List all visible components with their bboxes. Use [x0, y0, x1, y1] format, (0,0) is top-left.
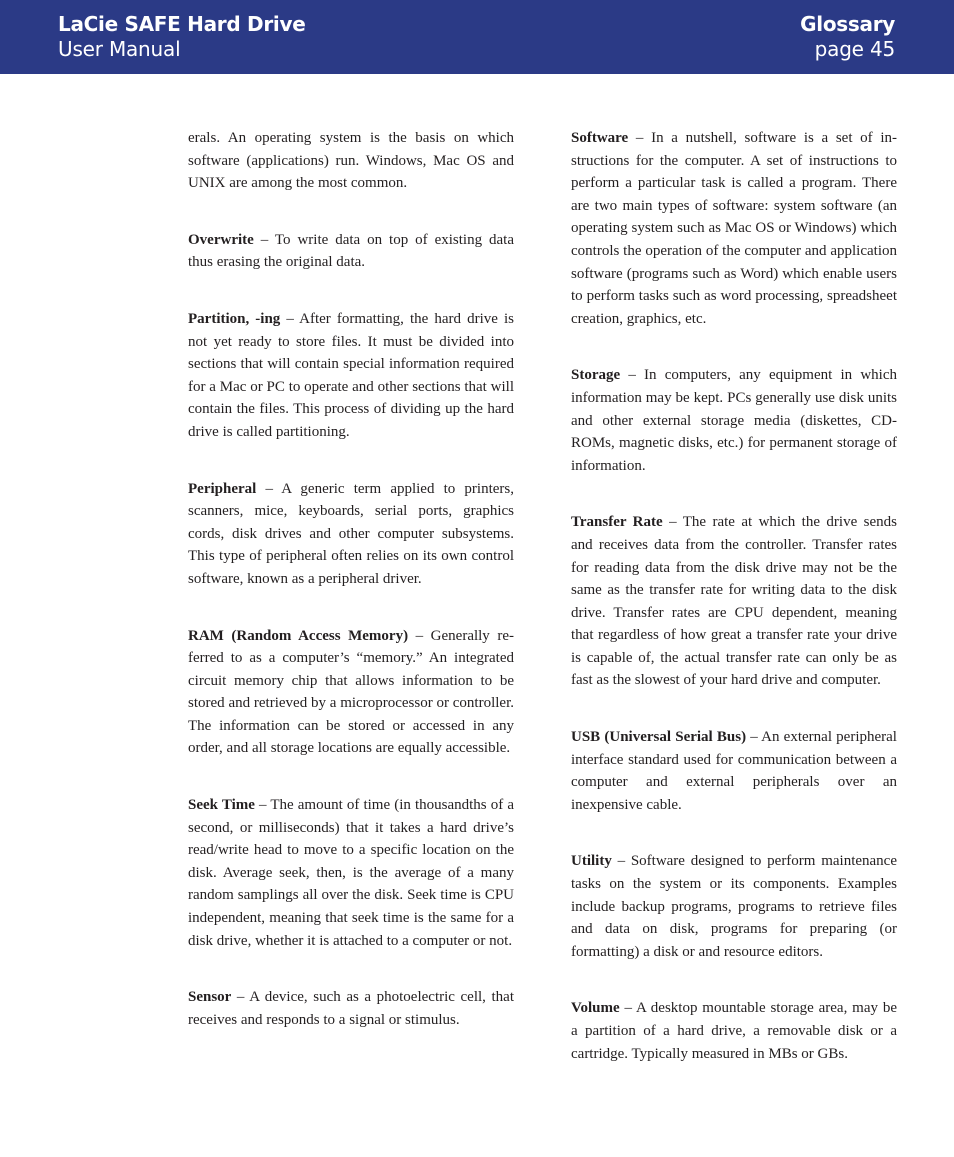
glossary-term: Partition, -ing — [188, 310, 281, 327]
glossary-definition: An external peripheral interface standard used for communication between a computer and external peripherals over an inexpensive cable. — [571, 729, 897, 813]
glossary-definition: The amount of time (in thousandths of a second, or milliseconds) that it takes a hard drive’s read/write head to move to a specific location on the disk. Average seek, then, is the average of a many random samplings all over the disk. Seek time is CPU independent, meaning that seek time is the same for a disk drive, whether it is attached to a computer or not. — [188, 797, 514, 949]
term-separator: – — [256, 480, 282, 497]
glossary-entry — [188, 794, 514, 952]
glossary-definition: To write data on top of existing data thus erasing the original data. — [188, 231, 515, 271]
header-right — [800, 12, 895, 62]
product-title: LaCie SAFE Hard Drive — [58, 12, 306, 36]
glossary-entry — [571, 997, 897, 1065]
glossary-entry — [188, 229, 514, 274]
glossary-definition: A device, such as a photoelectric cell, that receives and responds to a signal or stimulus. — [188, 989, 514, 1028]
term-separator: – — [611, 853, 631, 870]
glossary-entry — [571, 511, 897, 692]
glossary-term: Software — [571, 130, 629, 146]
section-title: Glossary — [800, 12, 895, 36]
glossary-definition: The rate at which the drive sends and receives data from the controller. Transfer rates for reading data from the disk drive may not be the same as the transfer rate for writing data to the disk drive. Transfer rates are CPU dependent, meaning that regardless of how great a transfer rate your drive is capable of, the actual transfer rate can only be as fast as the slowest of your hard drive and computer. — [571, 514, 897, 689]
glossary-entry — [571, 726, 897, 816]
glossary-term: Peripheral — [188, 480, 257, 497]
glossary-definition: A desktop mountable storage area, may be a partition of a hard drive, a removable disk or a cartridge. Typically measured in MBs or GBs. — [571, 1000, 897, 1062]
glossary-term: Transfer Rate — [571, 514, 663, 531]
term-separator: – — [280, 310, 300, 327]
glossary-definition: After formatting, the hard drive is not yet ready to store files. It must be divided into sections that will contain special information required for a Mac or PC to operate and other sections that will contain the files. This process of dividing up the hard drive is called partitioning. — [188, 310, 514, 440]
glossary-term: Volume — [571, 1000, 620, 1017]
glossary-definition: In a nutshell, software is a set of instructions for the computer. A set of instructions to perform a particular task is called a program. There are two main types of software: system software (an operating system such as Mac OS or Windows) which controls the operation of the computer and application software (programs such as Word) which enable users to perform tasks such as word processing, spreadsheet creation, graphics, etc. — [571, 130, 898, 327]
glossary-term: Seek Time — [188, 797, 255, 814]
term-separator: – — [662, 514, 683, 531]
page-header — [0, 0, 954, 74]
glossary-entry — [571, 127, 897, 330]
glossary-definition: In computers, any equipment in which information may be kept. PCs generally use disk units and other external storage media (diskettes, CD-ROMs, magnetic disks, etc.) for permanent storage of information. — [571, 367, 897, 474]
glossary-term: Overwrite — [188, 231, 254, 248]
glossary-column-left — [188, 127, 514, 1065]
term-separator: – — [620, 367, 645, 384]
glossary-term: Utility — [571, 853, 612, 870]
glossary-entry — [571, 364, 897, 477]
glossary-entry — [571, 850, 897, 963]
term-separator: – — [619, 1000, 636, 1017]
glossary-definition: erals. An operating system is the basis on which software (applications) run. Windows, Mac OS and UNIX are among the most common. — [188, 130, 514, 192]
glossary-definition: Generally referred to as a computer’s “memory.” An integrated circuit memory chip that allows information to be stored and retrieved by a microprocessor or controller. The information can be stored or accessed in any order, and all storage locations are equally accessible. — [188, 627, 515, 757]
header-left — [58, 12, 305, 62]
page-number: page 45 — [814, 37, 895, 61]
glossary-entry — [188, 127, 514, 195]
glossary-term: RAM (Random Access Memory) — [188, 627, 409, 644]
glossary-entry — [188, 625, 514, 761]
glossary-definition: A generic term applied to printers, scanners, mice, keyboards, serial ports, graphics cords, disk drives and other computer subsystems. This type of peripheral often relies on its own control software, known as a peripheral driver. — [188, 480, 514, 587]
term-separator: – — [254, 797, 271, 814]
glossary-entry — [188, 308, 514, 444]
glossary-entry — [188, 986, 514, 1031]
glossary-term: Sensor — [188, 989, 232, 1006]
term-separator: – — [408, 627, 431, 644]
glossary-entry — [188, 478, 514, 591]
glossary-term: Storage — [571, 367, 621, 384]
term-separator: – — [746, 729, 762, 746]
term-separator: – — [253, 231, 275, 248]
glossary-column-right — [571, 127, 897, 1099]
glossary-definition: Software designed to perform maintenance tasks on the system or its components. Examples include backup programs, programs to retrieve files and data on disk, programs for preparing (or formatting) a disk or and resource editors. — [571, 853, 897, 960]
document-type: User Manual — [58, 37, 181, 61]
term-separator: – — [628, 130, 652, 146]
term-separator: – — [231, 989, 250, 1006]
glossary-term: USB (Universal Serial Bus) — [571, 729, 747, 746]
